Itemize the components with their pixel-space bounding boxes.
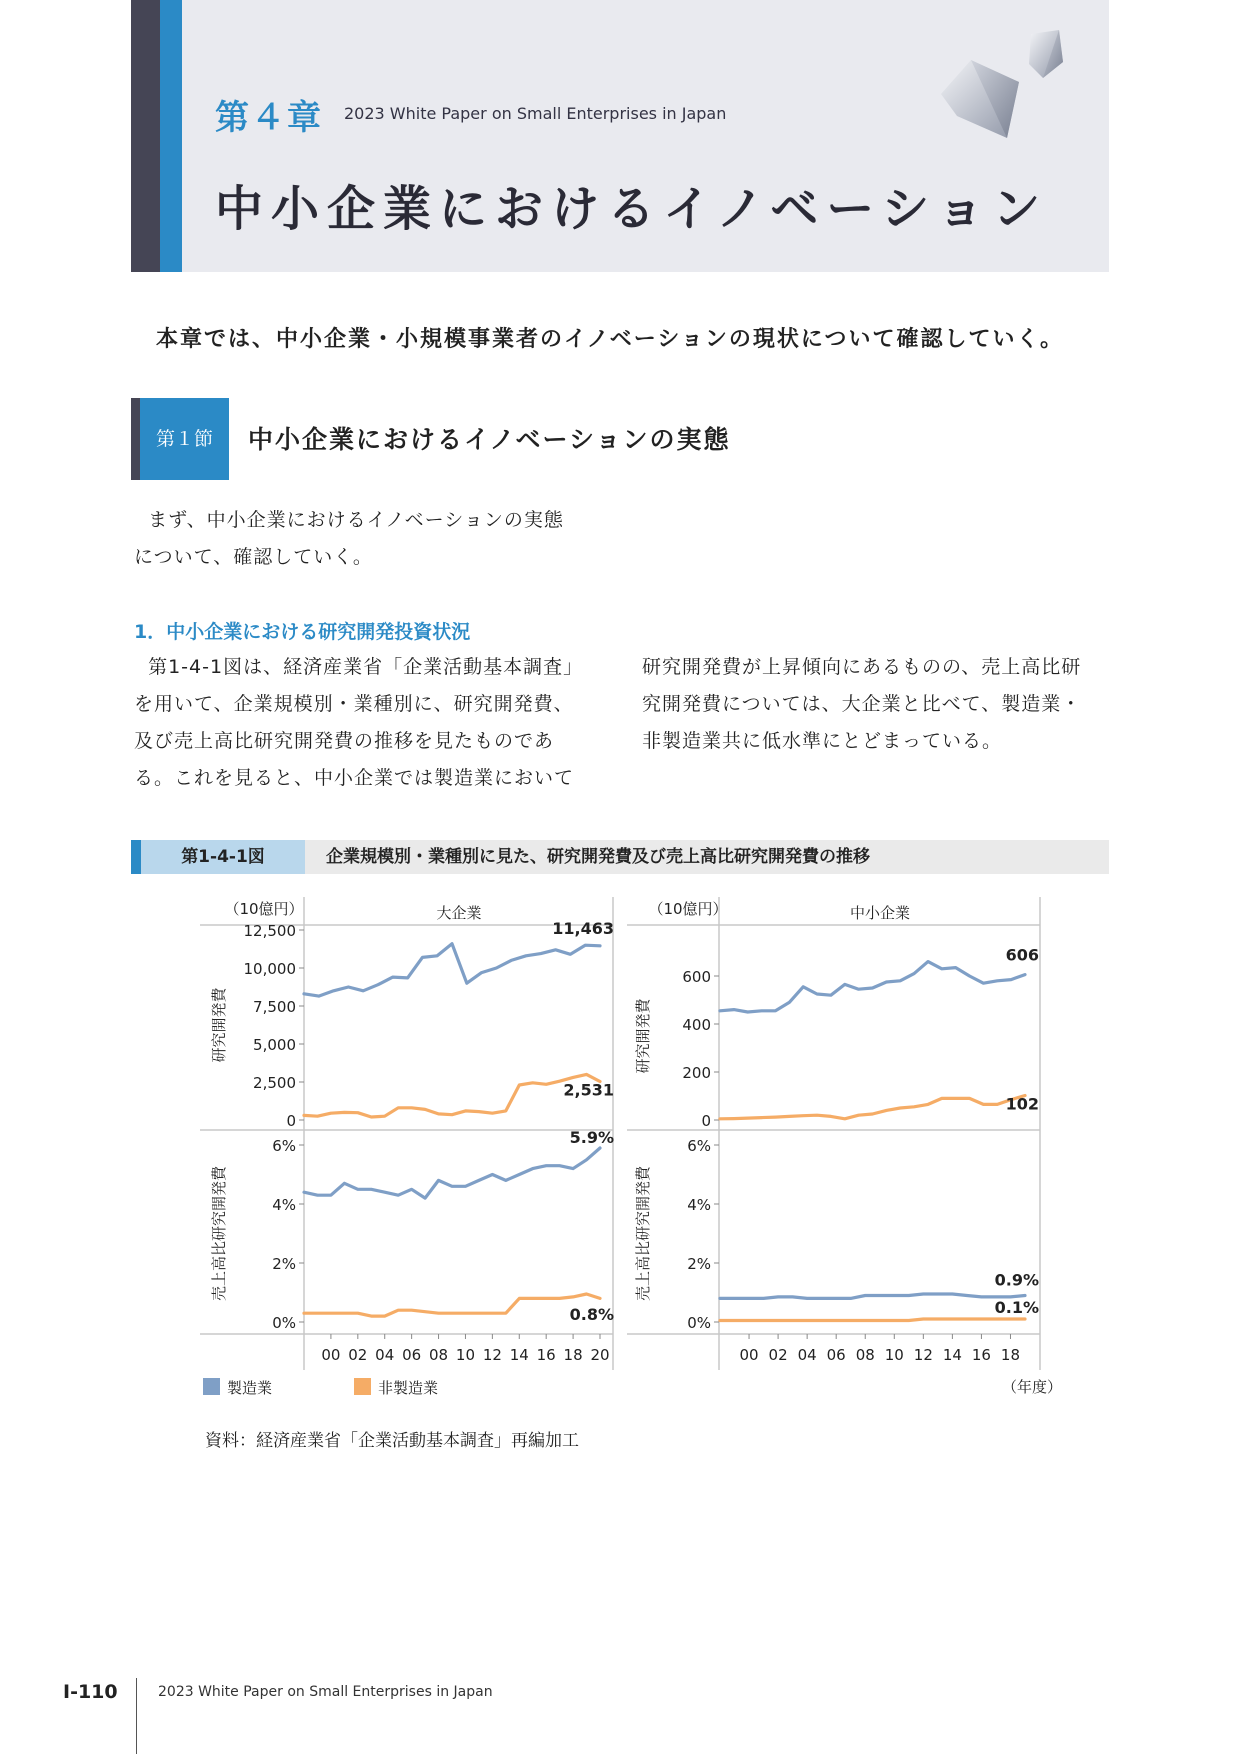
series-line-non-manufacturing <box>304 1074 600 1117</box>
y-tick-label: 0% <box>687 1314 711 1332</box>
x-tick-label: 10 <box>884 1346 904 1364</box>
y-tick-label: 600 <box>682 968 711 986</box>
series-line-manufacturing <box>304 1148 600 1198</box>
data-label: 0.8% <box>569 1305 614 1324</box>
y-tick-label: 5,000 <box>253 1036 296 1054</box>
series-line-non-manufacturing <box>720 1096 1025 1119</box>
y-tick-label: 0% <box>272 1314 296 1332</box>
y-tick-label: 0 <box>701 1112 711 1130</box>
panel-title: 大企業 <box>436 904 482 922</box>
y-tick-label: 10,000 <box>243 960 296 978</box>
subsection-title: 1．中小企業における研究開発投資状況 <box>134 621 471 643</box>
data-label: 606 <box>1005 945 1039 965</box>
x-tick-label: 00 <box>321 1346 341 1364</box>
x-unit-label: （年度） <box>1002 1378 1063 1396</box>
x-tick-label: 02 <box>348 1346 368 1364</box>
body-left-line-4: る。これを見ると、中小企業では製造業において <box>134 767 575 789</box>
x-tick-label: 12 <box>482 1346 502 1364</box>
series-line-non-manufacturing <box>304 1294 600 1316</box>
lead-paragraph-line-1: まず、中小企業におけるイノベーションの実態 <box>148 509 564 531</box>
y-axis-title: 売上高比研究開発費 <box>210 1165 228 1302</box>
y-tick-label: 12,500 <box>243 922 296 940</box>
body-right-line-1: 研究開発費が上昇傾向にあるものの、売上高比研 <box>642 656 1082 678</box>
body-left-line-2: を用いて、企業規模別・業種別に、研究開発費、 <box>134 693 574 715</box>
data-label: 102 <box>1005 1094 1039 1114</box>
y-tick-label: 4% <box>272 1196 296 1214</box>
legend-label-manufacturing: 製造業 <box>227 1379 273 1397</box>
x-tick-label: 18 <box>1000 1346 1021 1364</box>
section-label: 第１節 <box>155 428 213 450</box>
x-tick-label: 14 <box>942 1346 962 1364</box>
series-line-non-manufacturing <box>720 1319 1025 1321</box>
figure-title: 企業規模別・業種別に見た、研究開発費及び売上高比研究開発費の推移 <box>326 847 870 867</box>
page-number: I-110 <box>63 1681 118 1703</box>
footer-divider <box>136 1678 137 1754</box>
x-tick-label: 10 <box>455 1346 476 1364</box>
panel-title: 中小企業 <box>849 904 911 922</box>
chapter-title: 中小企業におけるイノベーション <box>215 181 1049 237</box>
y-tick-label: 4% <box>687 1196 711 1214</box>
legend-label-non-manufacturing: 非製造業 <box>378 1379 439 1397</box>
y-tick-label: 6% <box>272 1137 296 1155</box>
y-unit-label: （10億円） <box>648 900 728 918</box>
x-tick-label: 02 <box>768 1346 788 1364</box>
chapter-number: 第４章 <box>215 98 323 138</box>
body-right-line-3: 非製造業共に低水準にとどまっている。 <box>642 730 1003 752</box>
y-tick-label: 2% <box>687 1255 711 1273</box>
data-label: 2,531 <box>563 1080 614 1100</box>
data-label: 0.9% <box>994 1270 1039 1290</box>
y-axis-title: 売上高比研究開発費 <box>634 1165 652 1302</box>
chapter-intro: 本章では、中小企業・小規模事業者のイノベーションの現状について確認していく。 <box>156 327 1065 352</box>
chart-frame <box>200 897 1040 1370</box>
series-line-manufacturing <box>720 1294 1025 1298</box>
chart-content <box>203 900 1062 1397</box>
body-right-line-2: 究開発費については、大企業と比べて、製造業・ <box>642 693 1082 715</box>
x-tick-label: 14 <box>509 1346 529 1364</box>
y-axis-title: 研究開発費 <box>634 998 652 1074</box>
y-tick-label: 2% <box>272 1255 296 1273</box>
y-tick-label: 6% <box>687 1137 711 1155</box>
x-tick-label: 04 <box>797 1346 817 1364</box>
section-title: 中小企業におけるイノベーションの実態 <box>248 425 731 454</box>
y-axis-title: 研究開発費 <box>210 987 228 1063</box>
x-tick-label: 18 <box>563 1346 583 1364</box>
chapter-english-title: 2023 White Paper on Small Enterprises in Japan <box>344 104 727 123</box>
data-label: 0.1% <box>994 1298 1039 1318</box>
data-label: 5.9% <box>569 1128 614 1147</box>
legend-swatch-non-manufacturing <box>354 1378 371 1395</box>
body-left-line-1: 第1-4-1図は、経済産業省「企業活動基本調査」 <box>148 656 584 678</box>
x-tick-label: 06 <box>826 1346 846 1364</box>
x-tick-label: 20 <box>590 1346 610 1364</box>
figure-number: 第1-4-1図 <box>181 847 265 867</box>
series-line-manufacturing <box>304 944 600 996</box>
x-tick-label: 12 <box>913 1346 933 1364</box>
footer-title: 2023 White Paper on Small Enterprises in Japan <box>158 1684 493 1700</box>
lead-paragraph-line-2: について、確認していく。 <box>134 546 373 568</box>
y-tick-label: 7,500 <box>253 998 296 1016</box>
x-tick-label: 04 <box>375 1346 395 1364</box>
y-unit-label: （10億円） <box>224 900 304 918</box>
data-label: 11,463 <box>552 918 614 938</box>
x-tick-label: 08 <box>855 1346 875 1364</box>
legend-swatch-manufacturing <box>203 1378 220 1395</box>
body-left-line-3: 及び売上高比研究開発費の推移を見たものであ <box>134 730 555 752</box>
x-tick-label: 16 <box>536 1346 556 1364</box>
figure-source: 資料：経済産業省「企業活動基本調査」再編加工 <box>205 1431 579 1451</box>
x-tick-label: 08 <box>428 1346 449 1364</box>
y-tick-label: 400 <box>682 1016 711 1034</box>
x-tick-label: 16 <box>971 1346 991 1364</box>
x-tick-label: 06 <box>402 1346 422 1364</box>
x-tick-label: 00 <box>739 1346 759 1364</box>
y-tick-label: 2,500 <box>253 1074 296 1092</box>
y-tick-label: 200 <box>682 1064 711 1082</box>
y-tick-label: 0 <box>286 1112 296 1130</box>
series-line-manufacturing <box>720 962 1025 1012</box>
